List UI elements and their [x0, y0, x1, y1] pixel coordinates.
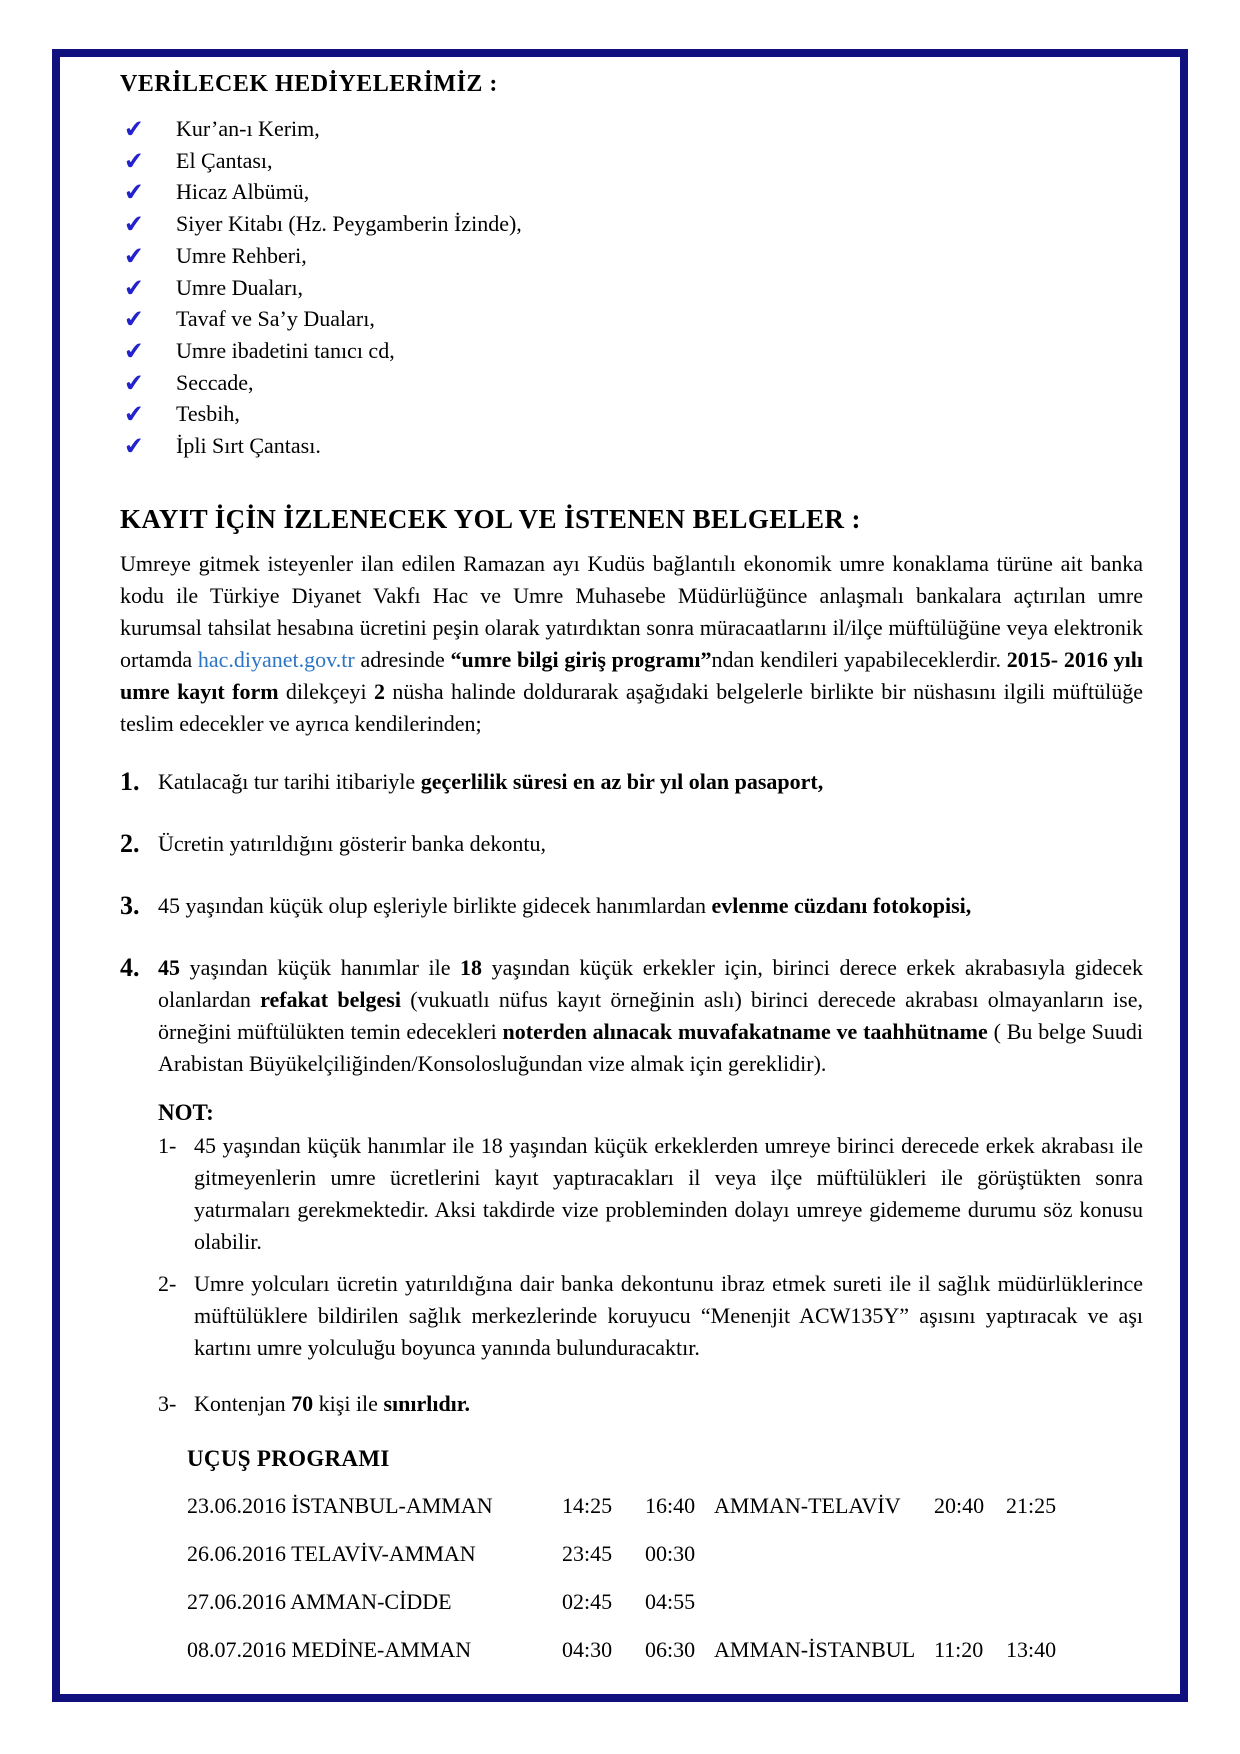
- flight-second-departure-time: [934, 1586, 1006, 1618]
- required-document-item: [120, 828, 1143, 860]
- text-segment: Katılacağı tur tarihi itibariyle: [158, 768, 421, 794]
- gift-item-label: Umre Duaları,: [176, 274, 304, 300]
- flight-date-route: 27.06.2016 AMMAN-CİDDE: [187, 1588, 452, 1614]
- gift-item-label: El Çantası,: [176, 147, 273, 173]
- flight-row: [187, 1586, 1143, 1618]
- note-number: 1-: [158, 1132, 177, 1158]
- gift-list-item: [120, 113, 1143, 145]
- text-segment: evlenme cüzdanı fotokopisi,: [711, 892, 972, 918]
- text-segment: adresinde: [354, 646, 451, 672]
- item-text: [158, 890, 1143, 922]
- flight-row: [187, 1490, 1143, 1522]
- gift-item-label: Siyer Kitabı (Hz. Peygamberin İzinde),: [176, 211, 522, 237]
- gift-item-label: İpli Sırt Çantası.: [176, 433, 321, 459]
- flight-departure-time: 14:25: [562, 1492, 613, 1518]
- registration-section: [120, 502, 1143, 1080]
- text-segment: geçerlilik süresi en az bir yıl olan pasaport,: [420, 768, 824, 794]
- gift-list-item: [120, 208, 1143, 240]
- flight-departure-time: 04:30: [562, 1636, 613, 1662]
- text-segment: Umre yolcuları ücretin yatırıldığına dair banka dekontunu ibraz etmek sureti ile il sağlık müdürlüklerince müftülüklere bildirilen sağlık merkezlerinde koruyucu “Menenjit ACW135Y” aşısını yaptıracak ve aşı kartını umre yolculuğu boyunca yanında bulunduracaktır.: [194, 1270, 1143, 1360]
- flight-second-route: [714, 1586, 934, 1618]
- gift-item-label: Umre ibadetini tanıcı cd,: [176, 337, 395, 363]
- gift-item-label: Tavaf ve Sa’y Duaları,: [176, 306, 375, 332]
- gift-item-label: Umre Rehberi,: [176, 242, 307, 268]
- item-text: [158, 952, 1143, 1080]
- required-document-item: [120, 890, 1143, 922]
- checkmark-icon: ✔: [123, 368, 146, 398]
- gifts-title: VERİLECEK HEDİYELERİMİZ :: [120, 71, 498, 97]
- note-item: [158, 1130, 1143, 1258]
- text-segment: dilekçeyi: [278, 678, 374, 704]
- flight-row: [187, 1538, 1143, 1570]
- text-segment: Ücretin yatırıldığını gösterir banka dekontu,: [158, 830, 546, 856]
- text-segment: 45: [158, 954, 180, 980]
- flight-second-route: [714, 1538, 934, 1570]
- flight-second-route: AMMAN-TELAVİV: [714, 1492, 901, 1518]
- text-segment: 18: [460, 954, 483, 980]
- flight-arrival-time: 16:40: [645, 1492, 696, 1518]
- text-segment: yaşından küçük hanımlar ile: [180, 954, 461, 980]
- gift-list-item: [120, 335, 1143, 367]
- registration-intro-paragraph: [120, 548, 1143, 740]
- checkmark-icon: ✔: [123, 177, 146, 208]
- checkmark-icon: ✔: [123, 336, 146, 366]
- item-text: [158, 766, 1143, 798]
- flight-departure-time: 23:45: [562, 1540, 613, 1566]
- flight-arrival-time: 00:30: [645, 1540, 696, 1566]
- note-list: [158, 1130, 1143, 1420]
- text-segment: 2015- 2016 yılı umre kayıt form: [120, 646, 1144, 704]
- text-segment: ndan kendileri yapabileceklerdir.: [711, 646, 1007, 672]
- gift-list: [120, 113, 1143, 462]
- text-segment: sınırlıdır.: [383, 1390, 471, 1416]
- flight-second-arrival-time: 21:25: [1006, 1492, 1057, 1518]
- gift-list-item: [120, 430, 1143, 462]
- text-segment: Umreye gitmek isteyenler ilan edilen Ramazan ayı Kudüs bağlantılı ekonomik umre konaklama türüne ait banka kodu ile Türkiye Diyanet Vakfı Hac ve Umre Muhasebe Müdürlüğünce anlaşmalı bankalara açtırılan umre kurumsal tahsilat hesabına ücretini peşin olarak yatırdıktan sonra müracaatlarını il/ilçe müftülüğüne veya elektronik ortamda: [120, 550, 1143, 672]
- gift-list-item: [120, 145, 1143, 177]
- flight-second-arrival-time: 13:40: [1006, 1636, 1057, 1662]
- flight-second-departure-time: 20:40: [934, 1492, 985, 1518]
- flight-row: [187, 1634, 1143, 1666]
- checkmark-icon: ✔: [123, 146, 146, 176]
- checkmark-icon: ✔: [123, 241, 146, 271]
- required-document-item: [120, 766, 1143, 798]
- notes-section: [158, 1098, 1143, 1420]
- text-segment: Kontenjan: [194, 1390, 292, 1416]
- flight-second-departure-time: 11:20: [934, 1636, 984, 1662]
- text-segment: yaşından küçük erkekler için, birinci derece erkek akrabasıyla gidecek olanlardan: [158, 954, 1144, 1012]
- text-segment: refakat belgesi: [260, 986, 401, 1012]
- item-text: [158, 828, 1143, 860]
- checkmark-icon: ✔: [123, 209, 146, 239]
- flight-second-route: AMMAN-İSTANBUL: [714, 1636, 916, 1662]
- text-segment: “umre bilgi giriş programı”: [450, 646, 712, 672]
- text-segment: 45 yaşından küçük olup eşleriyle birlikte gidecek hanımlardan: [158, 892, 712, 918]
- flight-departure-time: 02:45: [562, 1588, 613, 1614]
- checkmark-icon: ✔: [123, 399, 146, 430]
- item-number: 4.: [120, 952, 140, 982]
- gifts-section: [120, 69, 1143, 462]
- note-item: [158, 1268, 1143, 1364]
- flight-arrival-time: 04:55: [645, 1588, 696, 1614]
- website-link[interactable]: hac.diyanet.gov.tr: [197, 646, 355, 672]
- text-segment: 45 yaşından küçük hanımlar ile 18 yaşından küçük erkeklerden umreye birinci derecede erkek akrabası ile gitmeyenlerin umre ücretlerini kayıt yaptıracakları il veya ilçe müftülükleri ile görüştükten sonra yatırmaları gerekmektedir. Aksi takdirde vize probleminden dolayı umreye gidememe durumu söz konusu olabilir.: [194, 1132, 1143, 1254]
- gift-list-item: [120, 398, 1143, 430]
- gift-item-label: Hicaz Albümü,: [176, 179, 310, 205]
- flight-arrival-time: 06:30: [645, 1636, 696, 1662]
- text-segment: nüsha halinde doldurarak aşağıdaki belgelerle birlikte bir nüshasını ilgili müftülüğe teslim edecekler ve ayrıca kendilerinden;: [120, 678, 1143, 736]
- gift-list-item: [120, 272, 1143, 304]
- gift-list-item: [120, 176, 1143, 208]
- text-segment: kişi ile: [313, 1390, 384, 1416]
- page-border-frame: [52, 49, 1188, 1702]
- checkmark-icon: ✔: [123, 431, 146, 461]
- checkmark-icon: ✔: [123, 114, 146, 144]
- registration-title: KAYIT İÇİN İZLENECEK YOL VE İSTENEN BELGELER :: [120, 503, 861, 534]
- note-number: 2-: [158, 1270, 177, 1296]
- text-segment: (vukuatlı nüfus kayıt örneğinin aslı) birinci derecede akrabası olmayanların ise, örneğini müftülükten temin edecekleri: [158, 986, 1143, 1044]
- notes-title: NOT:: [158, 1099, 214, 1125]
- required-document-item: [120, 952, 1143, 1080]
- flight-program-title: UÇUŞ PROGRAMI: [187, 1445, 390, 1471]
- text-segment: 2: [373, 678, 385, 704]
- gift-list-item: [120, 367, 1143, 399]
- text-segment: noterden alınacak muvafakatname ve taahhütname: [502, 1018, 988, 1044]
- gift-item-label: Tesbih,: [176, 401, 240, 427]
- text-segment: ( Bu belge Suudi Arabistan Büyükelçiliğinden/Konsolosluğundan vize almak için gereklidir).: [158, 1018, 1143, 1076]
- gift-item-label: Kur’an-ı Kerim,: [176, 116, 320, 141]
- flight-date-route: 08.07.2016 MEDİNE-AMMAN: [187, 1636, 472, 1662]
- gift-list-item: [120, 303, 1143, 335]
- gift-list-item: [120, 240, 1143, 272]
- flight-schedule: [187, 1490, 1143, 1666]
- note-text: [194, 1130, 1143, 1258]
- flight-date-route: 23.06.2016 İSTANBUL-AMMAN: [187, 1492, 493, 1518]
- checkmark-icon: ✔: [123, 272, 146, 303]
- flight-second-departure-time: [934, 1538, 1006, 1570]
- item-number: 3.: [120, 890, 140, 920]
- required-documents-list: [120, 766, 1143, 1080]
- note-text: [194, 1388, 1143, 1420]
- item-number: 1.: [120, 766, 140, 796]
- note-item: [158, 1388, 1143, 1420]
- gift-item-label: Seccade,: [176, 369, 254, 395]
- note-number: 3-: [158, 1390, 177, 1416]
- checkmark-icon: ✔: [123, 304, 146, 335]
- item-number: 2.: [120, 828, 140, 858]
- flight-date-route: 26.06.2016 TELAVİV-AMMAN: [187, 1540, 476, 1566]
- flight-program-section: [187, 1444, 1143, 1666]
- note-text: [194, 1268, 1143, 1364]
- text-segment: 70: [291, 1390, 314, 1416]
